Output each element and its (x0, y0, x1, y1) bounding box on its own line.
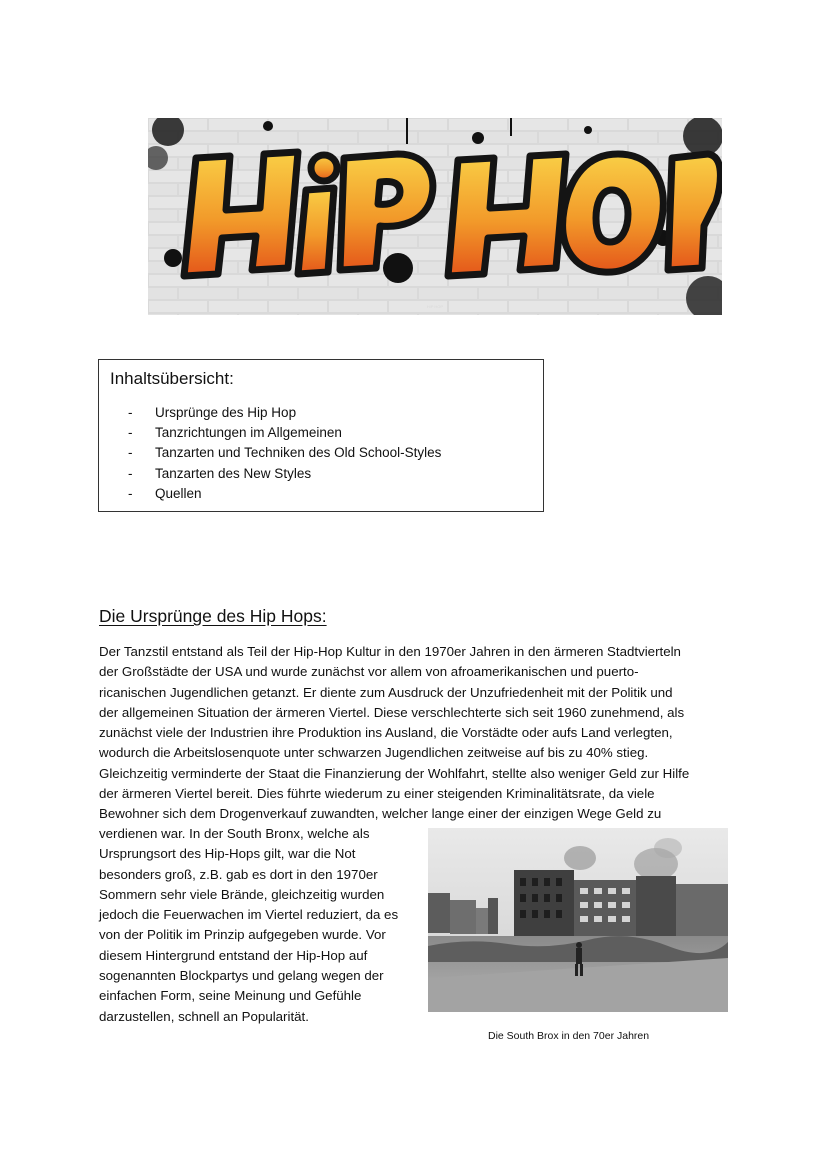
toc-item: - Ursprünge des Hip Hop (128, 405, 297, 420)
paragraph-line: besonders groß, z.B. gab es dort in den 1970er (99, 866, 378, 882)
paragraph-line: diesem Hintergrund entstand der Hip-Hop auf (99, 947, 368, 963)
paragraph-line: ricanischen Jugendlichen getanzt. Er diente zum Ausdruck der Unzufriedenheit mit der Politik und (99, 684, 673, 700)
paragraph-line: zunächst viele der Industrien ihre Produktion ins Ausland, die Vorstädte oder aufs Land verlegten, (99, 725, 673, 741)
toc-list (128, 403, 441, 504)
paragraph-line: sogenannten Blockpartys und gelang wegen der (99, 968, 384, 984)
paragraph-line: jedoch die Feuerwachen im Viertel reduziert, da es (99, 907, 399, 923)
paragraph-line: Der Tanzstil entstand als Teil der Hip-Hop Kultur in den 1970er Jahren in den ärmeren Stadtvierteln (99, 644, 681, 659)
hip-hop-graffiti-banner (148, 118, 722, 315)
paragraph-line: von der Politik im Prinzip aufgegeben wurde. Vor (99, 927, 386, 943)
paragraph-line: wodurch die Arbeitslosenquote unter schwarzen Jugendlichen zeitweise auf bis zu 40% stieg. (99, 745, 649, 761)
paragraph-line: der allgemeinen Situation der ärmeren Viertel. Diese verschlechterte sich seit 1960 zunehmend, als (99, 704, 685, 720)
paragraph-line: Sommern sehr viele Brände, gleichzeitig wurden (99, 886, 385, 902)
banner-logo-text: HiP HOP (426, 304, 444, 309)
paragraph-line: Ursprungsort des Hip-Hops gilt, war die Not (99, 846, 356, 862)
paragraph-line: der ärmeren Viertel bereit. Dies führte wiederum zu einer steigenden Kriminalitätsrate, da viele (99, 786, 655, 802)
paragraph-line: Bewohner sich dem Drogenverkauf zuwandten, welcher lange einer der einzigen Wege Geld zu (99, 806, 662, 822)
photo-caption: Die South Brox in den 70er Jahren (488, 1030, 650, 1042)
paragraph-line: darzustellen, schnell an Popularität. (99, 1008, 309, 1024)
toc-item: - Tanzarten des New Styles (128, 465, 312, 481)
paragraph-line: Gleichzeitig verminderte der Staat die Finanzierung der Wohlfahrt, stellte also weniger Geld zur Hilfe (99, 765, 690, 781)
toc-item: - Tanzarten und Techniken des Old School-Styles (128, 445, 442, 461)
body-paragraph-continued (99, 824, 429, 1027)
paragraph-line: verdienen war. In der South Bronx, welche als (99, 826, 370, 841)
toc-item: - Quellen (128, 485, 202, 501)
table-of-contents (98, 359, 544, 512)
toc-title: Inhaltsübersicht: (110, 369, 234, 388)
body-paragraph (99, 642, 739, 825)
paragraph-line: einfachen Form, seine Meinung und Gefühle (99, 988, 362, 1004)
toc-item: - Tanzrichtungen im Allgemeinen (128, 425, 342, 441)
south-bronx-photo (428, 828, 728, 1012)
paragraph-line: der Großstädte der USA und wurde zunächst vor allem von afroamerikanischen und puerto- (99, 664, 639, 680)
section-heading: Die Ursprünge des Hip Hops: (99, 606, 327, 626)
